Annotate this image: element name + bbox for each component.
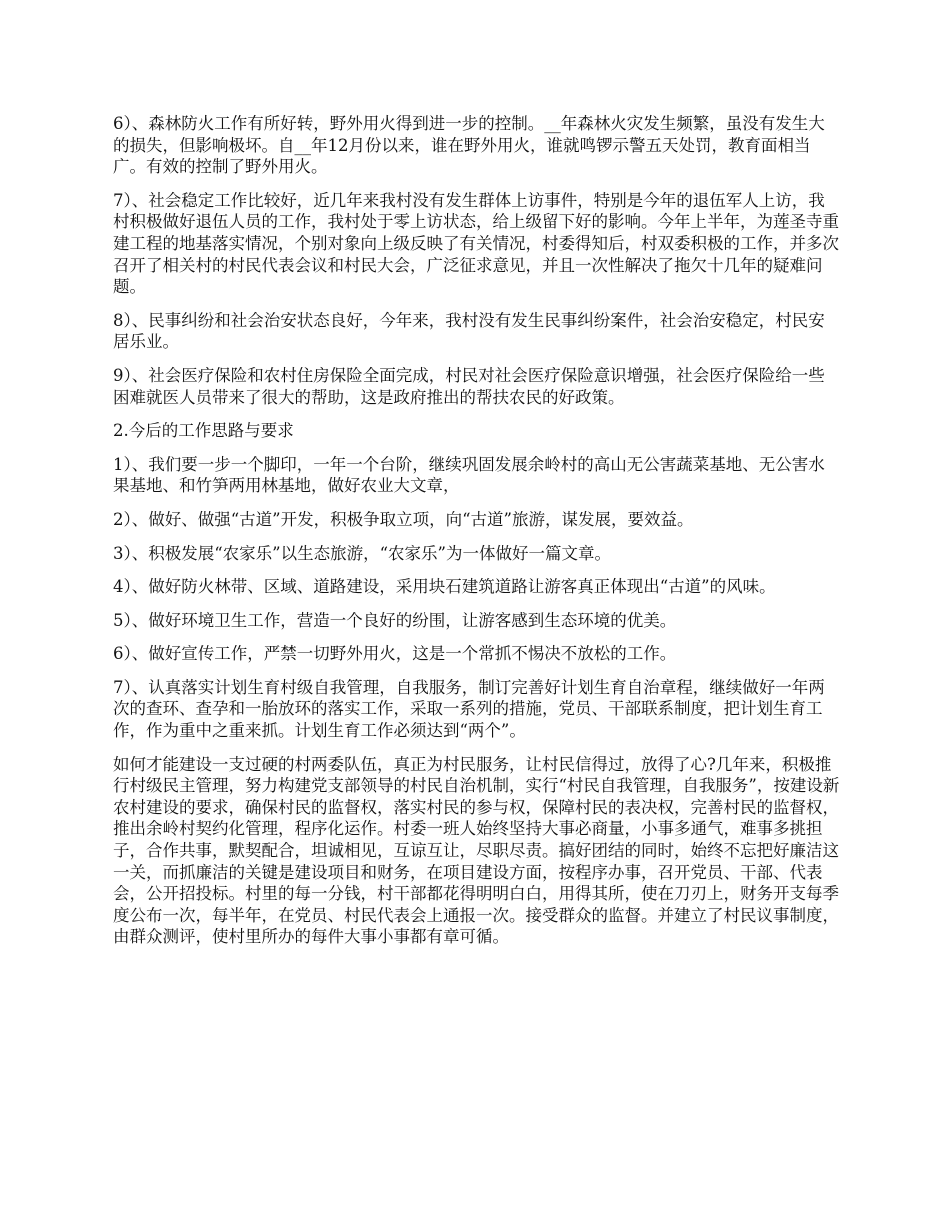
paragraph-environmental-sanitation: 5）、做好环境卫生工作，营造一个良好的纷围，让游客感到生态环境的优美。 <box>113 610 677 630</box>
paragraph-family-planning: 7）、认真落实计划生育村级自我管理，自我服务，制订完善好计划生育自治章程，继续做好一年两次的查环、查孕和一胎放环的落实工作，采取一系列的措施，党员、干部联系制度，把计划生育工作，作为重中之重来抓。计划生育工作必须达到“两个”。 <box>113 677 825 741</box>
paragraph-medical-insurance: 9）、社会医疗保险和农村住房保险全面完成，村民对社会医疗保险意识增强，社会医疗保险给一些困难就医人员带来了很大的帮助，这是政府推出的帮扶农民的好政策。 <box>113 365 825 407</box>
paragraph-agriculture-bases: 1）、我们要一步一个脚印，一年一个台阶，继续巩固发展余岭村的高山无公害蔬菜基地、无公害水果基地、和竹笋两用林基地，做好农业大文章， <box>113 454 825 496</box>
paragraph-ancient-road-development: 2）、做好、做强“古道”开发，积极争取立项，向“古道”旅游，谋发展，要效益。 <box>113 509 694 529</box>
paragraph-civil-disputes: 8）、民事纠纷和社会治安状态良好，今年来，我村没有发生民事纠纷案件，社会治安稳定，村民安居乐业。 <box>113 310 825 352</box>
paragraph-firebreak-roads: 4）、做好防火林带、区域、道路建设，采用块石建筑道路让游客真正体现出“古道”的风味。 <box>113 577 776 597</box>
paragraph-forest-fire-prevention: 6）、森林防火工作有所好转，野外用火得到进一步的控制。__年森林火灾发生频繁，虽没有发生大的损失，但影响极坏。自__年12月份以来，谁在野外用火，谁就鸣锣示警五天处罚，教育面相当广。有效的控制了野外用火。 <box>113 114 825 177</box>
document-page <box>113 113 840 960</box>
paragraph-publicity-fire-ban: 6）、做好宣传工作，严禁一切野外用火，这是一个常抓不惕决不放松的工作。 <box>113 644 677 664</box>
section-heading-future-work: 2.今后的工作思路与要求 <box>113 421 294 441</box>
paragraph-social-stability: 7）、社会稳定工作比较好，近几年来我村没有发生群体上访事件，特别是今年的退伍军人上访，我村积极做好退伍人员的工作，我村处于零上访状态，给上级留下好的影响。今年上半年，为莲圣寺重建工程的地基落实情况，个别对象向上级反映了有关情况，村委得知后，村双委积极的工作，并多次召开了相关村的村民代表会议和村民大会，广泛征求意见，并且一次性解决了拖欠十几年的疑难问题。 <box>113 190 839 297</box>
paragraph-village-committee: 如何才能建设一支过硬的村两委队伍，真正为村民服务，让村民信得过，放得了心?几年来，积极推行村级民主管理，努力构建党支部领导的村民自治机制，实行“村民自我管理，自我服务”，按建设新农村建设的要求，确保村民的监督权，落实村民的参与权，保障村民的表决权，完善村民的监督权，推出余岭村契约化管理，程序化运作。村委一班人始终坚持大事必商量，小事多通气，难事多挑担子，合作共事，默契配合，坦诚相见，互谅互让，尽职尽责。搞好团结的同时，始终不忘把好廉洁这一关，而抓廉洁的关键是建设项目和财务，在项目建设方面，按程序办事，召开党员、干部、代表会，公开招投标。村里的每一分钱，村干部都花得明明白白，用得其所，使在刀刃上，财务开支每季度公布一次，每半年，在党员、村民代表会上通报一次。接受群众的监督。并建立了村民议事制度，由群众测评，使村里所办的每件大事小事都有章可循。 <box>113 754 840 947</box>
paragraph-farm-stay-tourism: 3）、积极发展“农家乐”以生态旅游，“农家乐”为一体做好一篇文章。 <box>113 543 611 563</box>
